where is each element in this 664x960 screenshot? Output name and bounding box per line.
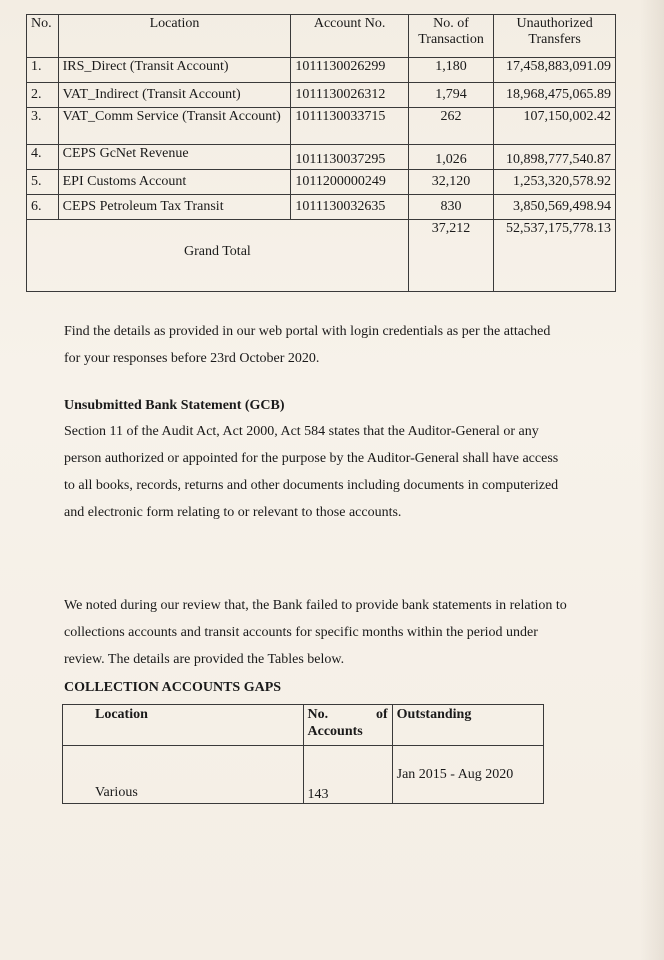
row-amount: 10,898,777,540.87: [494, 145, 616, 170]
portal-paragraph: Find the details as provided in our web portal with login credentials as per the attached for your responses before 23rd October 2020.: [64, 324, 551, 366]
gaps-location: Various: [63, 746, 304, 804]
row-account: 1011130033715: [291, 108, 408, 145]
row-account: 1011130037295: [291, 145, 408, 170]
page-shadow: [640, 0, 664, 960]
row-location: CEPS GcNet Revenue: [58, 145, 291, 170]
row-amount: 18,968,475,065.89: [494, 83, 616, 108]
row-location: CEPS Petroleum Tax Transit: [58, 195, 291, 220]
row-transactions: 262: [408, 108, 493, 145]
row-no: 6.: [27, 195, 59, 220]
gaps-period: Jan 2015 - Aug 2020: [392, 746, 543, 804]
table-header-row: [27, 15, 616, 58]
collection-gaps-table: [62, 704, 544, 804]
row-no: 1.: [27, 58, 59, 83]
header-no: No.: [27, 15, 59, 58]
row-location: VAT_Indirect (Transit Account): [58, 83, 291, 108]
row-no: 4.: [27, 145, 59, 170]
table-row: [27, 108, 616, 145]
row-account: 1011130026299: [291, 58, 408, 83]
row-account: 1011130032635: [291, 195, 408, 220]
unsubmitted-statement-heading: Unsubmitted Bank Statement (GCB): [64, 398, 285, 413]
table-row: [27, 195, 616, 220]
gaps-header-location: Location: [63, 705, 304, 746]
row-account: 1011130026312: [291, 83, 408, 108]
table-row: [27, 83, 616, 108]
row-transactions: 1,180: [408, 58, 493, 83]
collection-gaps-heading: COLLECTION ACCOUNTS GAPS: [64, 680, 282, 695]
row-transactions: 1,026: [408, 145, 493, 170]
row-transactions: 1,794: [408, 83, 493, 108]
row-no: 3.: [27, 108, 59, 145]
review-paragraph: We noted during our review that, the Bank failed to provide bank statements in relation to collections accounts and transit accounts for specific months within the period under review. The details are provided the Tables below.: [64, 598, 567, 667]
gaps-accounts: 143: [303, 746, 392, 804]
grand-total-transactions: 37,212: [408, 220, 493, 292]
row-no: 5.: [27, 170, 59, 195]
row-location: EPI Customs Account: [58, 170, 291, 195]
table-row: [27, 170, 616, 195]
grand-total-row: [27, 220, 616, 292]
row-amount: 1,253,320,578.92: [494, 170, 616, 195]
row-amount: 107,150,002.42: [494, 108, 616, 145]
row-location: IRS_Direct (Transit Account): [58, 58, 291, 83]
row-transactions: 32,120: [408, 170, 493, 195]
table-row: [63, 746, 544, 804]
gaps-header-accounts: [303, 705, 392, 746]
header-unauthorized-transfers: Unauthorized Transfers: [494, 15, 616, 58]
header-transactions: No. of Transaction: [408, 15, 493, 58]
gaps-header-no: No.: [307, 707, 329, 722]
audit-act-paragraph: Section 11 of the Audit Act, Act 2000, Act 584 states that the Auditor-General or any person authorized or appointed for the purpose by the Auditor-General shall have access to all books, records, returns and other documents including documents in computerized and electronic form relating to or relevant to those accounts.: [64, 424, 559, 520]
table-row: [27, 145, 616, 170]
gaps-header-outstanding: Outstanding: [392, 705, 543, 746]
header-location: Location: [58, 15, 291, 58]
row-no: 2.: [27, 83, 59, 108]
row-amount: 3,850,569,498.94: [494, 195, 616, 220]
gaps-header-of: of: [375, 707, 388, 722]
row-location: VAT_Comm Service (Transit Account): [58, 108, 291, 145]
table-row: [27, 58, 616, 83]
grand-total-label: Grand Total: [27, 220, 409, 292]
gaps-header-row: [63, 705, 544, 746]
grand-total-amount: 52,537,175,778.13: [494, 220, 616, 292]
row-transactions: 830: [408, 195, 493, 220]
unauthorized-transfers-table: [26, 14, 616, 292]
header-account-no: Account No.: [291, 15, 408, 58]
row-amount: 17,458,883,091.09: [494, 58, 616, 83]
gaps-header-accounts-word: Accounts: [307, 724, 363, 739]
row-account: 1011200000249: [291, 170, 408, 195]
